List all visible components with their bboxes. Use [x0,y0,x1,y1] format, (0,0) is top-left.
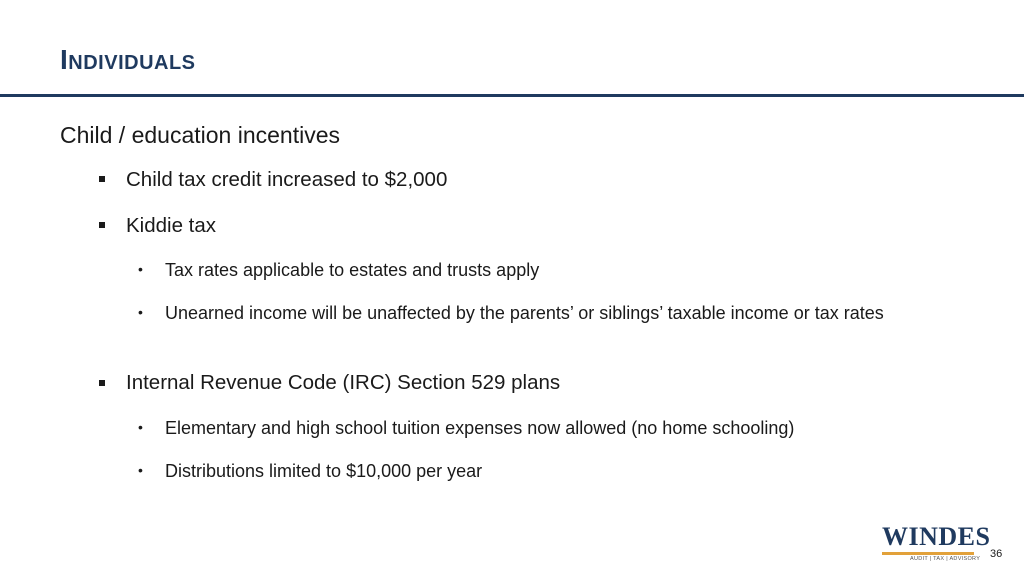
dot-bullet-icon: • [138,304,143,320]
list-item: Kiddie tax [126,214,217,237]
square-bullet-icon [99,222,105,228]
square-bullet-icon [99,176,105,182]
sub-list-item: Tax rates applicable to estates and trusts apply [165,260,540,280]
title-divider [0,94,1024,97]
list-item: Internal Revenue Code (IRC) Section 529 plans [126,371,561,394]
section-heading: Child / education incentives [60,122,340,148]
dot-bullet-icon: • [138,261,143,277]
logo-tagline: AUDIT | TAX | ADVISORY [910,556,981,562]
page-number: 36 [990,548,1003,560]
dot-bullet-icon: • [138,419,143,435]
dot-bullet-icon: • [138,462,143,478]
slide-title: Individuals [60,44,196,75]
sub-list-item: Distributions limited to $10,000 per year [165,461,483,481]
windes-logo [880,522,991,564]
list-item: Child tax credit increased to $2,000 [126,168,448,191]
logo-accent-bar [882,552,974,555]
logo-wordmark: WINDES [882,522,991,551]
sub-list-item: Elementary and high school tuition expenses now allowed (no home schooling) [165,418,795,438]
square-bullet-icon [99,380,105,386]
sub-list-item: Unearned income will be unaffected by the parents’ or siblings’ taxable income or tax rates [165,303,884,323]
